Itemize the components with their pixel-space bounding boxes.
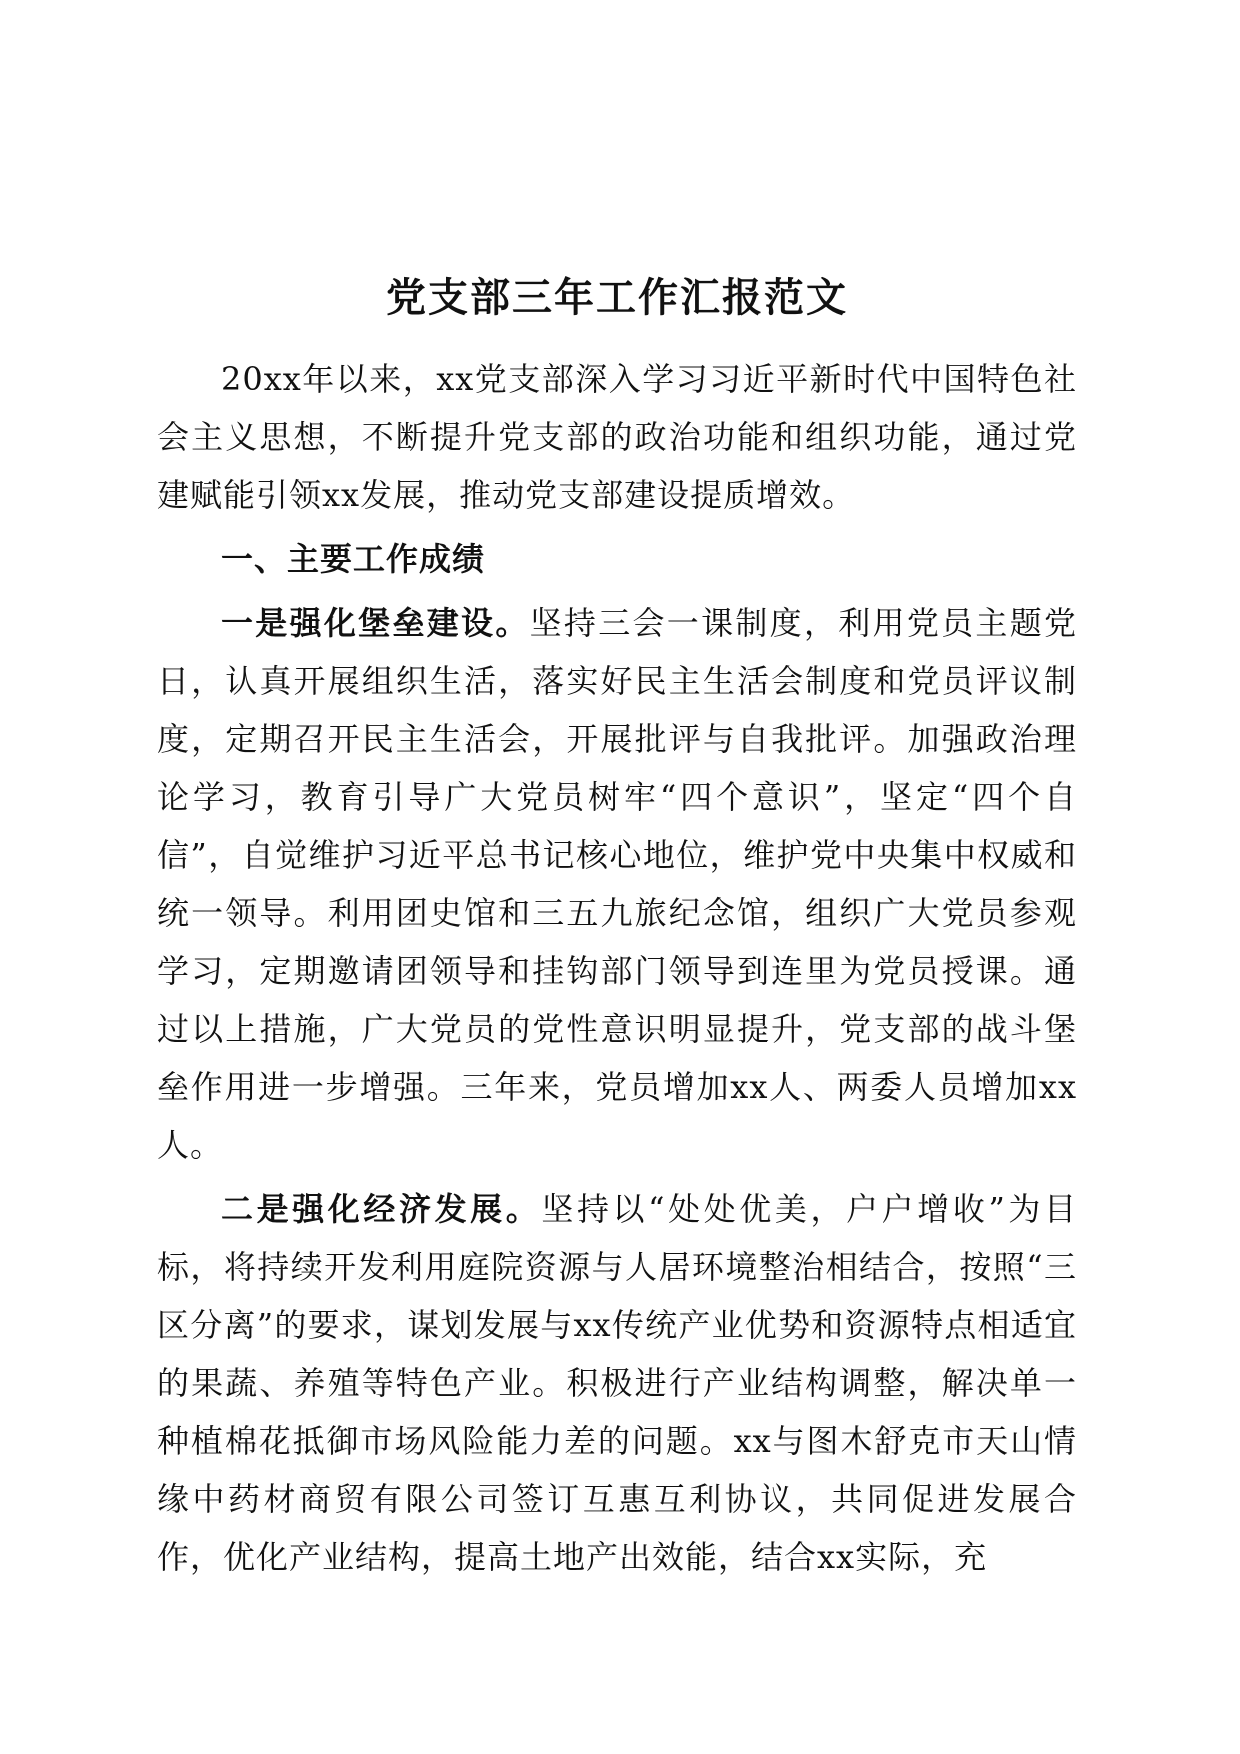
section-heading-main-achievements: 一、主要工作成绩 — [221, 540, 486, 578]
point-2-lead: 二是强化经济发展。 — [221, 1190, 542, 1228]
point-1-text: 坚持三会一课制度，利用党员主题党日，认真开展组织生活，落实好民主生活会制度和党员评议制度，定期召开民主生活会，开展批评与自我批评。加强政治理论学习，教育引导广大党员树牢“四个意识”，坚定“四个自信”，自觉维护习近平总书记核心地位，维护党中央集中权威和统一领导。利用团史馆和三五九旅纪念馆，组织广大党员参观学习，定期邀请团领导和挂钩部门领导到连里为党员授课。通过以上措施，广大党员的党性意识明显提升，党支部的战斗堡垒作用进一步增强。三年来，党员增加xx人、两委人员增加xx人。 — [157, 604, 1077, 1164]
point-1-paragraph — [157, 594, 1077, 1174]
intro-paragraph: 20xx年以来，xx党支部深入学习习近平新时代中国特色社会主义思想，不断提升党支部的政治功能和组织功能，通过党建赋能引领xx发展，推动党支部建设提质增效。 — [157, 360, 1077, 514]
document-title: 党支部三年工作汇报范文 — [386, 275, 848, 321]
point-1-lead: 一是强化堡垒建设。 — [221, 604, 530, 642]
document-body — [157, 270, 1077, 1586]
point-2-paragraph — [157, 1180, 1077, 1586]
point-2-text: 坚持以“处处优美，户户增收”为目标，将持续开发利用庭院资源与人居环境整治相结合，按照“三区分离”的要求，谋划发展与xx传统产业优势和资源特点相适宜的果蔬、养殖等特色产业。积极进行产业结构调整，解决单一种植棉花抵御市场风险能力差的问题。xx与图木舒克市天山情缘中药材商贸有限公司签订互惠互利协议，共同促进发展合作，优化产业结构，提高土地产出效能，结合xx实际，充 — [157, 1190, 1077, 1576]
